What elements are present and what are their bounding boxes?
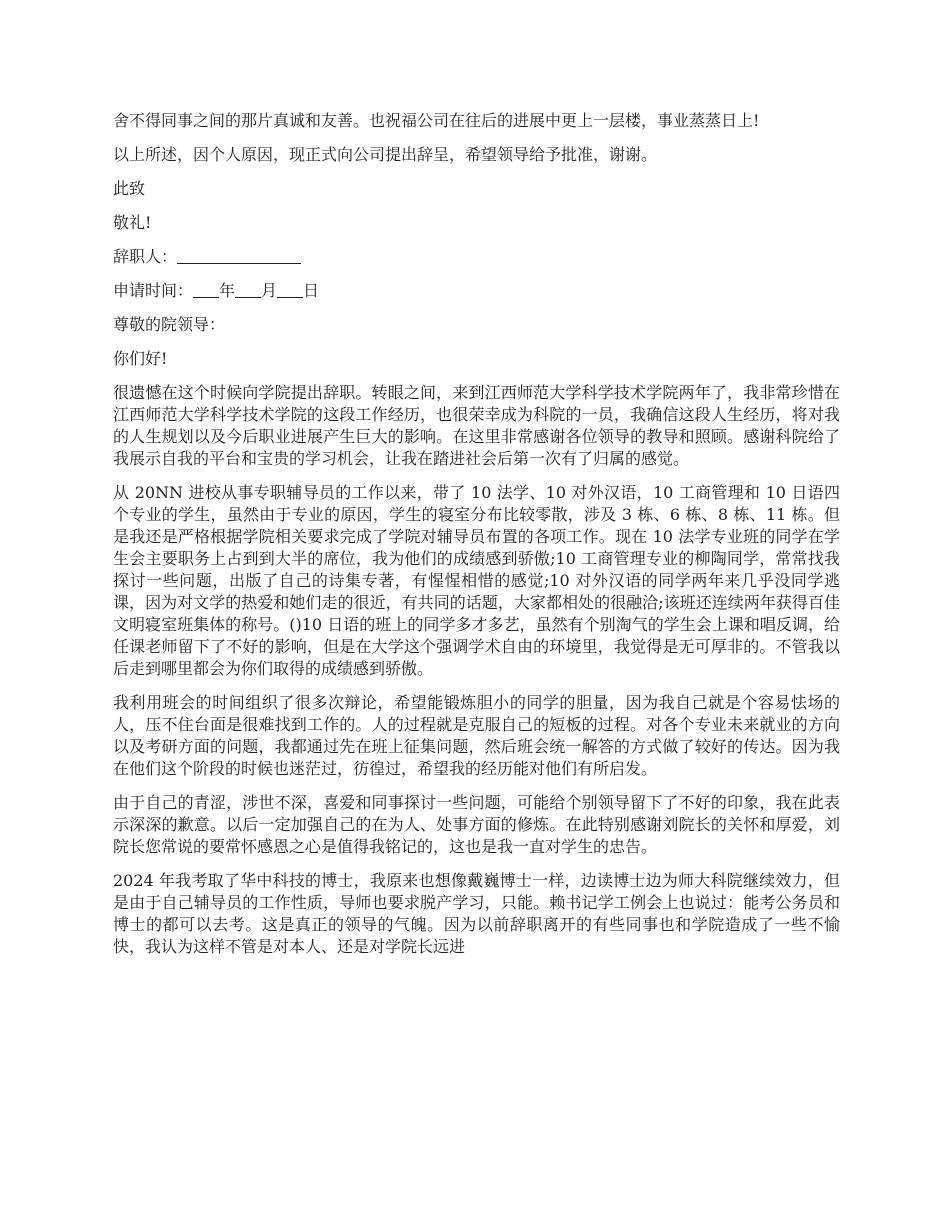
year-label: 年: [219, 281, 236, 300]
year-blank: [193, 281, 219, 298]
salute: 敬礼!: [113, 213, 152, 232]
signature-blank: [177, 247, 301, 264]
body-paragraph: 由于自己的青涩，涉世不深，喜爱和同事探讨一些问题，可能给个别领导留下了不好的印象，我在此表示深深的歉意。以后一定加强自己的在为人、处事方面的修炼。在此特别感谢刘院长的关怀和厚爱，刘院长您常说的要常怀感恩之心是值得我铭记的，这也是我一直对学生的忠告。: [113, 793, 840, 856]
closing-phrase: 此致: [113, 179, 146, 198]
body-paragraph: 很遗憾在这个时候向学院提出辞职。转眼之间，来到江西师范大学科学技术学院两年了，我非常珍惜在江西师范大学科学技术学院的这段工作经历，也很荣幸成为科院的一员，我确信这段人生经历，将对我的人生规划以及今后职业进展产生巨大的影响。在这里非常感谢各位领导的教导和照顾。感谢科院给了我展示自我的平台和宝贵的学习机会，让我在踏进社会后第一次有了归属的感觉。: [113, 383, 840, 468]
day-label: 日: [303, 281, 320, 300]
body-paragraph: 我利用班会的时间组织了很多次辩论，希望能锻炼胆小的同学的胆量，因为我自己就是个容易怯场的人，压不住台面是很难找到工作的。人的过程就是克服自己的短板的过程。对各个专业未来就业的方向以及考研方面的问题，我都通过先在班上征集问题，然后班会统一解答的方式做了较好的传达。因为我在他们这个阶段的时候也迷茫过，彷徨过，希望我的经历能对他们有所启发。: [113, 693, 840, 778]
resignation-request: 以上所述，因个人原因，现正式向公司提出辞呈，希望领导给予批准，谢谢。: [113, 145, 658, 164]
date-label: 申请时间：: [113, 281, 194, 300]
day-blank: [277, 281, 303, 298]
month-blank: [235, 281, 261, 298]
signature-label: 辞职人：: [113, 247, 178, 266]
date-line: [113, 280, 840, 302]
body-paragraph: 从 20NN 进校从事专职辅导员的工作以来，带了 10 法学、10 对外汉语，10 工商管理和 10 日语四个专业的学生，虽然由于专业的原因，学生的寝室分布比较零散，涉及 3 栋、6 栋、8 栋、11 栋。但是我还是严格根据学院相关要求完成了学院对辅导员布置的各项工作。现在 10 法学专业班的同学在学生会主要职务上占到到大半的席位，我为他们的成绩感到骄傲;10 工商管理专业的柳陶同学，常常找我探讨一些问题，出版了自己的诗集专著，有惺惺相惜的感觉;10 对外汉语的同学两年来几乎没同学逃课，因为对文学的热爱和她们走的很近，有共同的话题，大家都相处的很融洽;该班还连续两年获得百佳文明寝室班集体的称号。()10 日语的班上的同学多才多艺，虽然有个别淘气的学生会上课和唱反调，给任课老师留下了不好的影响，但是在大学这个强调学术自由的环境里，我觉得是无可厚非的。不管我以后走到哪里都会为你们取得的成绩感到骄傲。: [113, 483, 840, 678]
letter-greeting: 你们好!: [113, 349, 168, 368]
closing-paragraph: 舍不得同事之间的那片真诚和友善。也祝福公司在往后的进展中更上一层楼，事业蒸蒸日上!: [113, 111, 760, 130]
letter-salutation: 尊敬的院领导：: [113, 315, 226, 334]
body-paragraph: 2024 年我考取了华中科技的博士，我原来也想像戴巍博士一样，边读博士边为师大科院继续效力，但是由于自己辅导员的工作性质，导师也要求脱产学习，只能。赖书记学工例会上也说过：能考公务员和博士的都可以去考。这是真正的领导的气魄。因为以前辞职离开的有些同事也和学院造成了一些不愉快，我认为这样不管是对本人、还是对学院长远进: [113, 871, 840, 956]
signature-line: [113, 246, 840, 268]
month-label: 月: [261, 281, 278, 300]
document-page: [113, 110, 840, 970]
